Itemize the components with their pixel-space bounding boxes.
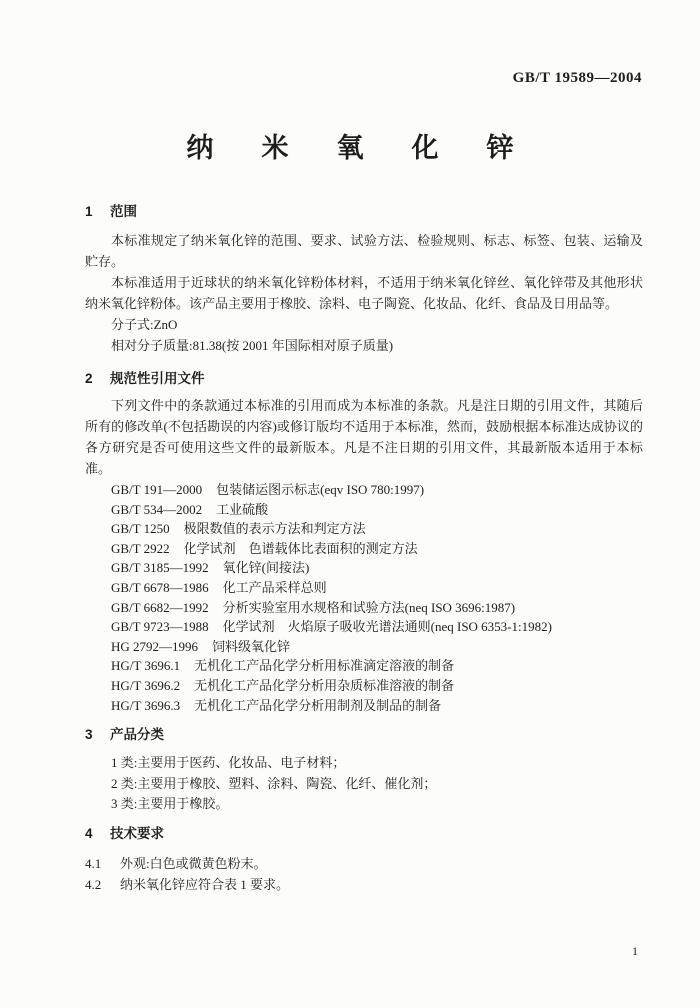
product-class-item: 3 类:主要用于橡胶。 bbox=[111, 796, 229, 812]
reference-title: 无机化工产品化学分析用标准滴定溶液的制备 bbox=[194, 658, 455, 674]
reference-item bbox=[85, 617, 643, 637]
section-4-number: 4 bbox=[85, 825, 93, 841]
reference-title: 化学试剂 火焰原子吸收光谱法通则(neq ISO 6353-1:1982) bbox=[222, 619, 552, 635]
section-4-title: 技术要求 bbox=[110, 825, 164, 841]
reference-code: GB/T 191—2000 bbox=[111, 482, 203, 497]
reference-title: 极限数值的表示方法和判定方法 bbox=[183, 521, 366, 537]
reference-code: GB/T 1250 bbox=[111, 521, 170, 537]
molecular-weight-line: 相对分子质量:81.38(按 2001 年国际相对原子质量) bbox=[111, 338, 394, 353]
formula-line: 分子式:ZnO bbox=[111, 317, 178, 332]
section-3-title: 产品分类 bbox=[110, 727, 164, 743]
section-2-intro: 下列文件中的条款通过本标准的引用而成为本标准的条款。凡是注日期的引用文件，其随后所有的修改单(不包括勘误的内容)或修订版均不适用于本标准，然而，鼓励根据本标准达成协议的各方研究是否可使用这些文件的最新版本。凡是不注日期的引用文件，其最新版本适用于本标准。 bbox=[85, 398, 643, 476]
reference-list bbox=[85, 480, 643, 715]
reference-item bbox=[85, 656, 643, 676]
product-class-list bbox=[85, 753, 643, 815]
reference-item bbox=[85, 637, 643, 657]
section-1-heading bbox=[85, 203, 643, 221]
standard-code: GB/T 19589—2004 bbox=[512, 70, 642, 86]
reference-item bbox=[85, 696, 643, 716]
reference-item bbox=[85, 480, 643, 500]
section-2-number: 2 bbox=[85, 371, 93, 386]
reference-code: HG/T 3696.1 bbox=[111, 658, 181, 674]
page-number: 1 bbox=[632, 944, 638, 958]
reference-title: 氧化锌(间接法) bbox=[222, 560, 310, 576]
section-1-paragraph-1: 本标准规定了纳米氧化锌的范围、要求、试验方法、检验规则、标志、标签、包装、运输及贮存。 bbox=[85, 233, 643, 269]
reference-code: GB/T 6682—1992 bbox=[111, 599, 209, 615]
reference-code: GB/T 9723—1988 bbox=[111, 619, 209, 635]
reference-title: 包装储运图示标志(eqv ISO 780:1997) bbox=[216, 482, 425, 497]
document-body bbox=[85, 196, 643, 896]
clause-item bbox=[85, 853, 643, 875]
section-1-title: 范围 bbox=[110, 204, 137, 219]
reference-code: HG/T 3696.2 bbox=[111, 677, 181, 693]
section-2-title: 规范性引用文件 bbox=[110, 371, 205, 386]
reference-item bbox=[85, 500, 643, 520]
section-1-number: 1 bbox=[85, 204, 93, 219]
reference-code: HG 2792—1996 bbox=[111, 638, 199, 654]
section-1-paragraph-2: 本标准适用于近球状的纳米氧化锌粉体材料，不适用于纳米氧化锌丝、氧化锌带及其他形状纳米氧化锌粉体。该产品主要用于橡胶、涂料、电子陶瓷、化妆品、化纤、食品及日用品等。 bbox=[85, 275, 643, 311]
reference-title: 工业硫酸 bbox=[216, 501, 269, 517]
product-class-item: 2 类:主要用于橡胶、塑料、涂料、陶瓷、化纤、催化剂； bbox=[111, 775, 437, 791]
clause-text: 纳米氧化锌应符合表 1 要求。 bbox=[120, 877, 290, 893]
clause-list bbox=[85, 853, 643, 896]
section-4-heading bbox=[85, 825, 643, 843]
document-title bbox=[0, 132, 700, 164]
reference-title: 饲料级氧化锌 bbox=[212, 638, 291, 654]
clause-number: 4.2 bbox=[85, 877, 102, 893]
reference-item bbox=[85, 519, 643, 539]
reference-code: GB/T 2922 bbox=[111, 540, 170, 556]
clause-number: 4.1 bbox=[85, 855, 102, 871]
reference-code: HG/T 3696.3 bbox=[111, 697, 181, 713]
reference-title: 化学试剂 色谱载体比表面积的测定方法 bbox=[183, 540, 418, 556]
clause-text: 外观:白色或微黄色粉末。 bbox=[120, 855, 267, 871]
reference-title: 无机化工产品化学分析用制剂及制品的制备 bbox=[194, 697, 442, 713]
reference-title: 分析实验室用水规格和试验方法(neq ISO 3696:1987) bbox=[222, 599, 516, 615]
section-3-number: 3 bbox=[85, 727, 93, 743]
reference-code: GB/T 6678—1986 bbox=[111, 579, 209, 595]
reference-code: GB/T 3185—1992 bbox=[111, 560, 209, 576]
section-3-heading bbox=[85, 726, 643, 744]
section-2-heading bbox=[85, 370, 643, 388]
reference-item bbox=[85, 598, 643, 618]
reference-code: GB/T 534—2002 bbox=[111, 501, 203, 517]
reference-item bbox=[85, 578, 643, 598]
product-class-item: 1 类:主要用于医药、化妆品、电子材料； bbox=[111, 755, 346, 771]
reference-item bbox=[85, 558, 643, 578]
document-title-text: 纳米氧化锌 bbox=[186, 133, 562, 163]
clause-item bbox=[85, 874, 643, 896]
reference-item bbox=[85, 539, 643, 559]
reference-title: 化工产品采样总则 bbox=[222, 579, 327, 595]
reference-item bbox=[85, 676, 643, 696]
reference-title: 无机化工产品化学分析用杂质标准溶液的制备 bbox=[194, 677, 455, 693]
